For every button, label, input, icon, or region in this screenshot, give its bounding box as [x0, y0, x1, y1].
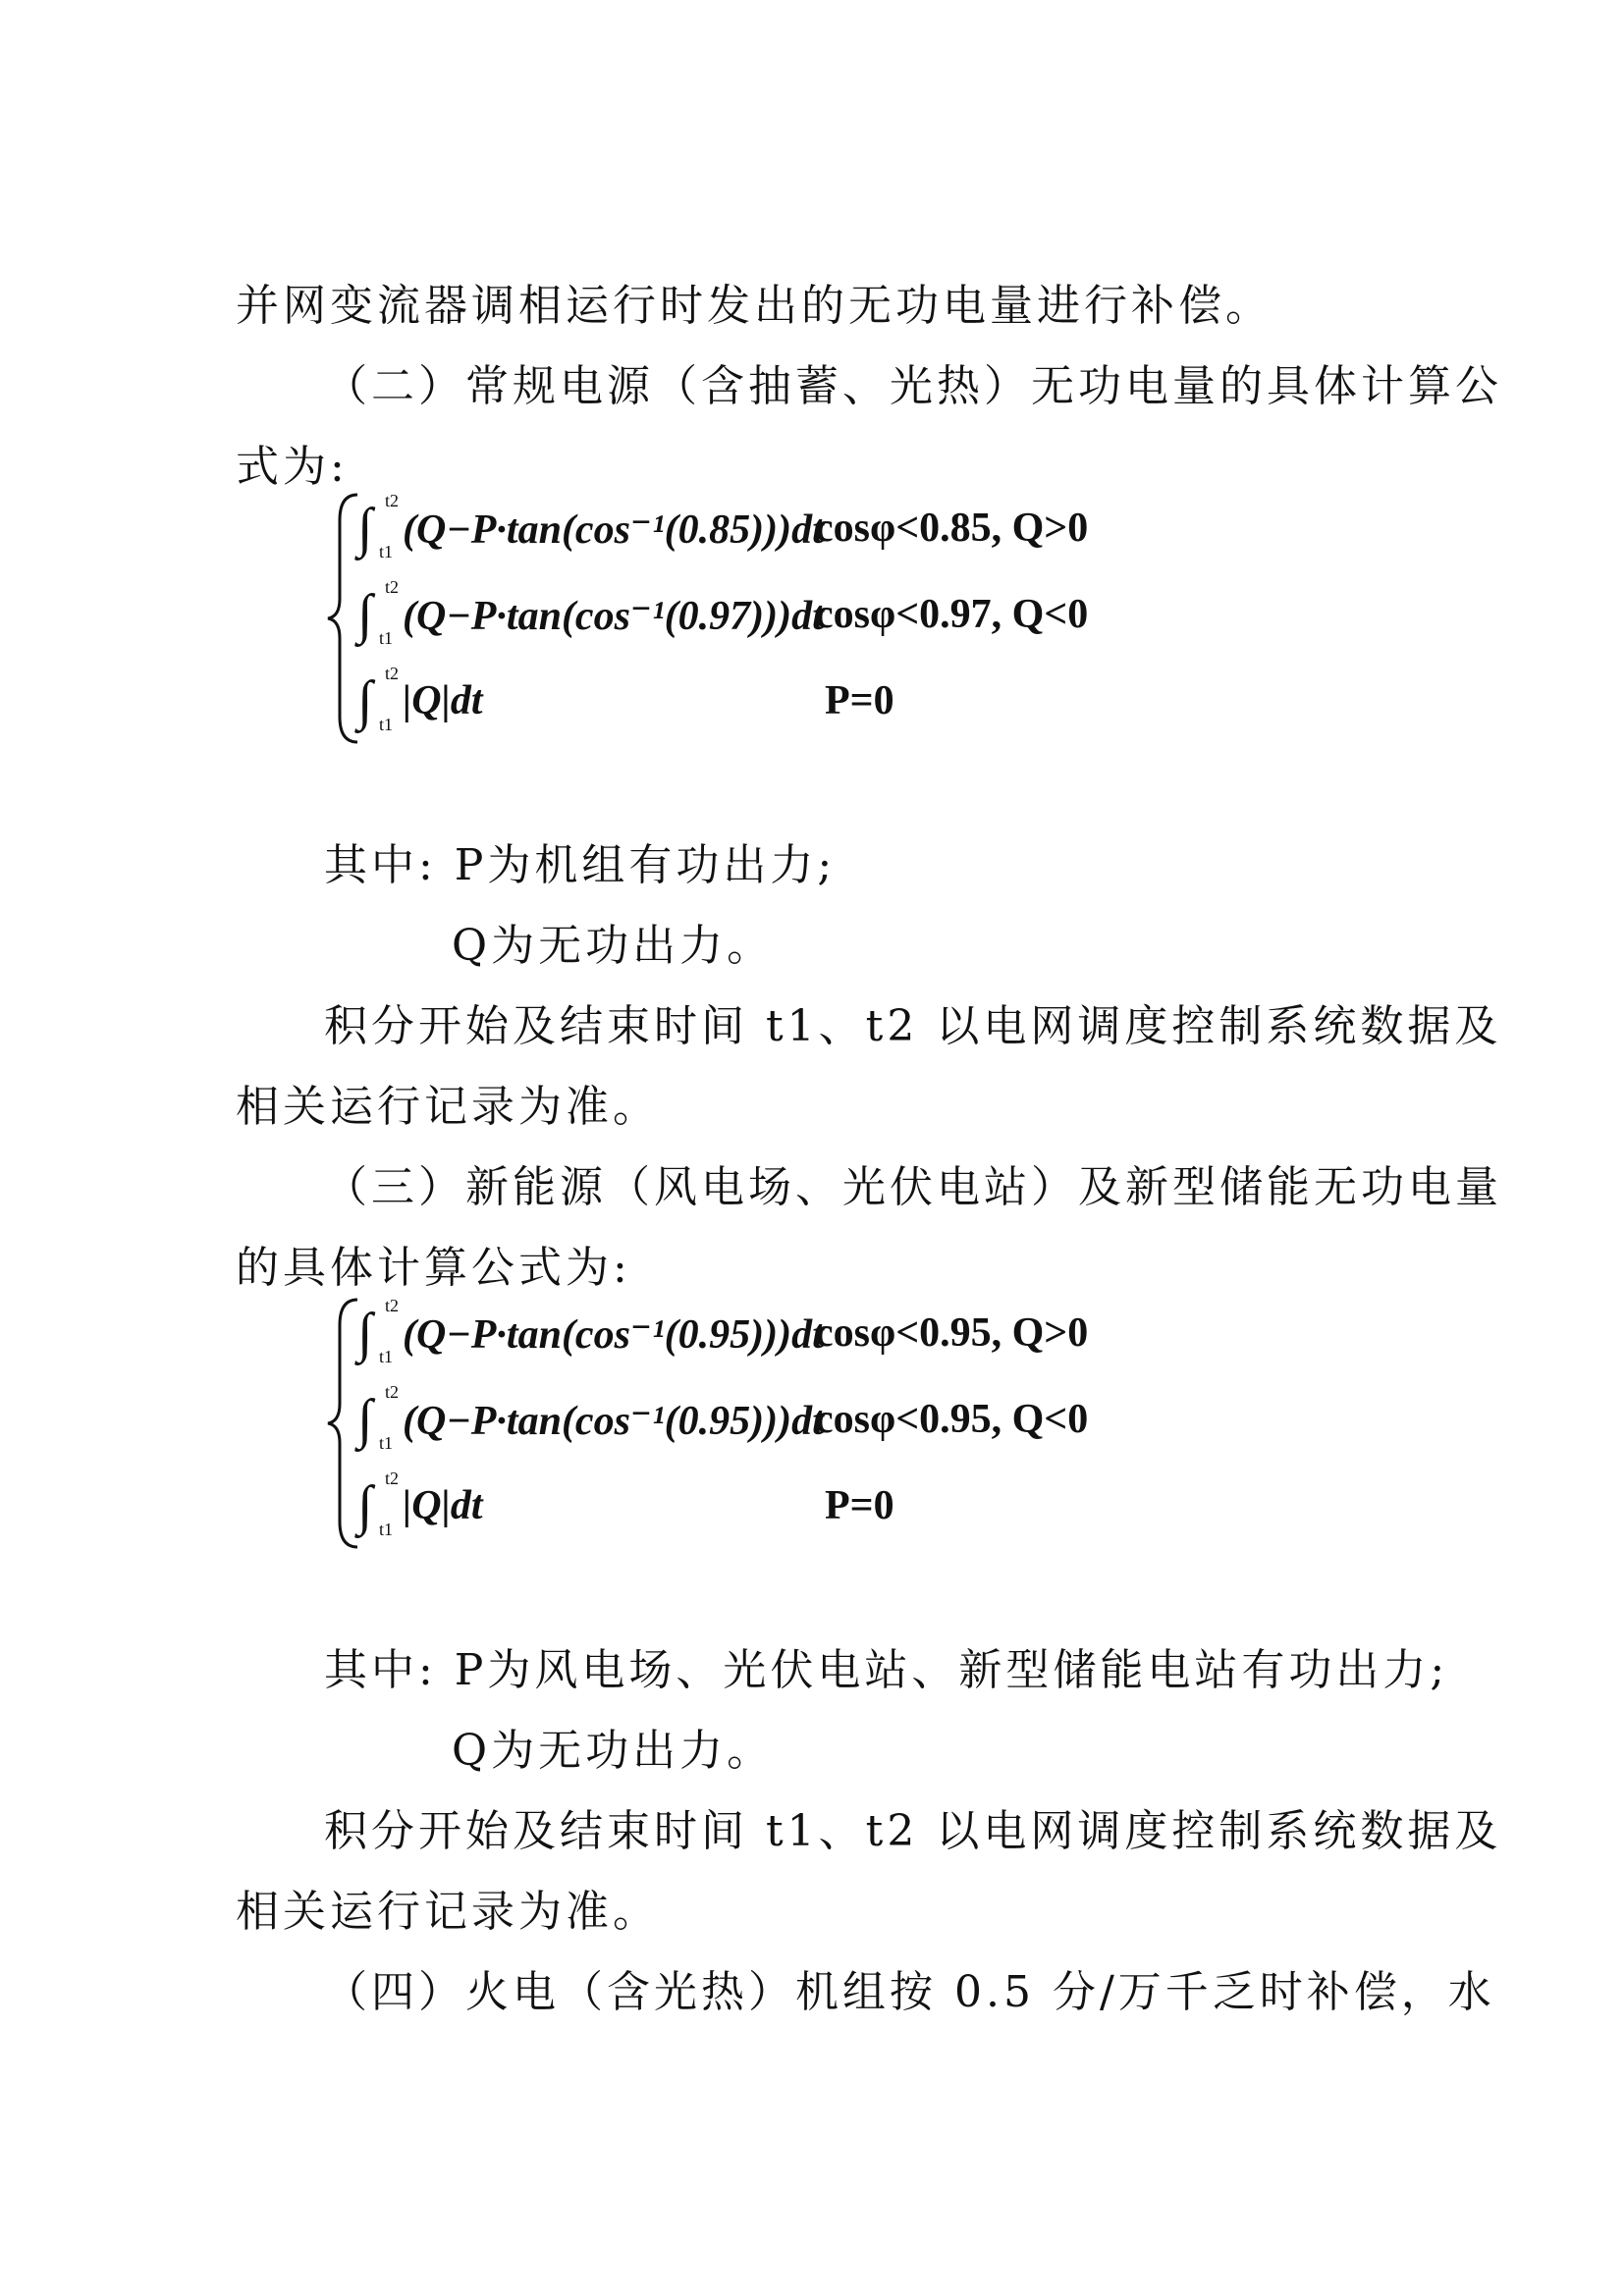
- formula-condition: P=0: [825, 1483, 894, 1528]
- integral-upper-limit: t2: [385, 1296, 400, 1315]
- integral-upper-limit: t2: [385, 1382, 400, 1402]
- paragraph-line: 相关运行记录为准。: [236, 1887, 660, 1937]
- integral-lower-limit: t1: [379, 1433, 394, 1453]
- section-heading-3: （三）新能源（风电场、光伏电站）及新型储能无功电量: [324, 1162, 1502, 1212]
- integral-sign: ∫: [357, 1303, 373, 1363]
- paragraph-line: 相关运行记录为准。: [236, 1082, 660, 1132]
- paragraph-line: Q为无功出力。: [452, 1726, 775, 1776]
- integral-lower-limit: t1: [379, 1347, 394, 1366]
- formula-expression: (Q−P·tan(cos⁻¹(0.95)))dt: [403, 1312, 824, 1358]
- paragraph-line: 积分开始及结束时间 t1、t2 以电网调度控制系统数据及: [324, 1001, 1502, 1051]
- integral-upper-limit: t2: [385, 1468, 400, 1488]
- paragraph-line: 并网变流器调相运行时发出的无功电量进行补偿。: [236, 281, 1272, 331]
- formula-row: [344, 664, 1208, 742]
- formula-renewable-energy: [324, 1296, 1208, 1551]
- integral-upper-limit: t2: [385, 664, 400, 683]
- paragraph-line: 积分开始及结束时间 t1、t2 以电网调度控制系统数据及: [324, 1806, 1502, 1856]
- paragraph-line: 其中: P为风电场、光伏电站、新型储能电站有功出力;: [324, 1645, 1449, 1695]
- section-heading-4: （四）火电（含光热）机组按 0.5 分/万千乏时补偿，水: [324, 1967, 1495, 2017]
- integral-sign: ∫: [357, 584, 373, 645]
- paragraph-line: 其中: P为机组有功出力;: [324, 840, 837, 890]
- formula-condition: cosφ<0.95, Q<0: [815, 1397, 1089, 1442]
- formula-condition: cosφ<0.85, Q>0: [815, 506, 1089, 551]
- formula-condition: P=0: [825, 678, 894, 723]
- integral-lower-limit: t1: [379, 1520, 394, 1539]
- integral-lower-limit: t1: [379, 715, 394, 734]
- paragraph-line: 式为:: [236, 442, 349, 492]
- section-heading-2: （二）常规电源（含抽蓄、光热）无功电量的具体计算公: [324, 361, 1502, 411]
- formula-expression: (Q−P·tan(cos⁻¹(0.85)))dt: [403, 507, 824, 553]
- integral-sign: ∫: [357, 498, 373, 559]
- integral-sign: ∫: [357, 670, 373, 731]
- formula-expression: |Q|dt: [403, 1483, 483, 1528]
- integral-lower-limit: t1: [379, 542, 394, 561]
- formula-expression: (Q−P·tan(cos⁻¹(0.95)))dt: [403, 1399, 824, 1444]
- paragraph-line: Q为无功出力。: [452, 921, 775, 971]
- formula-expression: (Q−P·tan(cos⁻¹(0.97)))dt: [403, 594, 824, 639]
- paragraph-line: 的具体计算公式为:: [236, 1243, 631, 1293]
- formula-row: [344, 577, 1208, 656]
- formula-expression: |Q|dt: [403, 678, 483, 723]
- formula-row: [344, 1468, 1208, 1547]
- integral-sign: ∫: [357, 1389, 373, 1450]
- integral-upper-limit: t2: [385, 491, 400, 510]
- formula-condition: cosφ<0.95, Q>0: [815, 1310, 1089, 1356]
- formula-conventional-power: [324, 491, 1208, 746]
- formula-row: [344, 491, 1208, 569]
- integral-lower-limit: t1: [379, 628, 394, 648]
- formula-row: [344, 1382, 1208, 1461]
- integral-sign: ∫: [357, 1475, 373, 1536]
- formula-condition: cosφ<0.97, Q<0: [815, 592, 1089, 637]
- formula-row: [344, 1296, 1208, 1374]
- integral-upper-limit: t2: [385, 577, 400, 597]
